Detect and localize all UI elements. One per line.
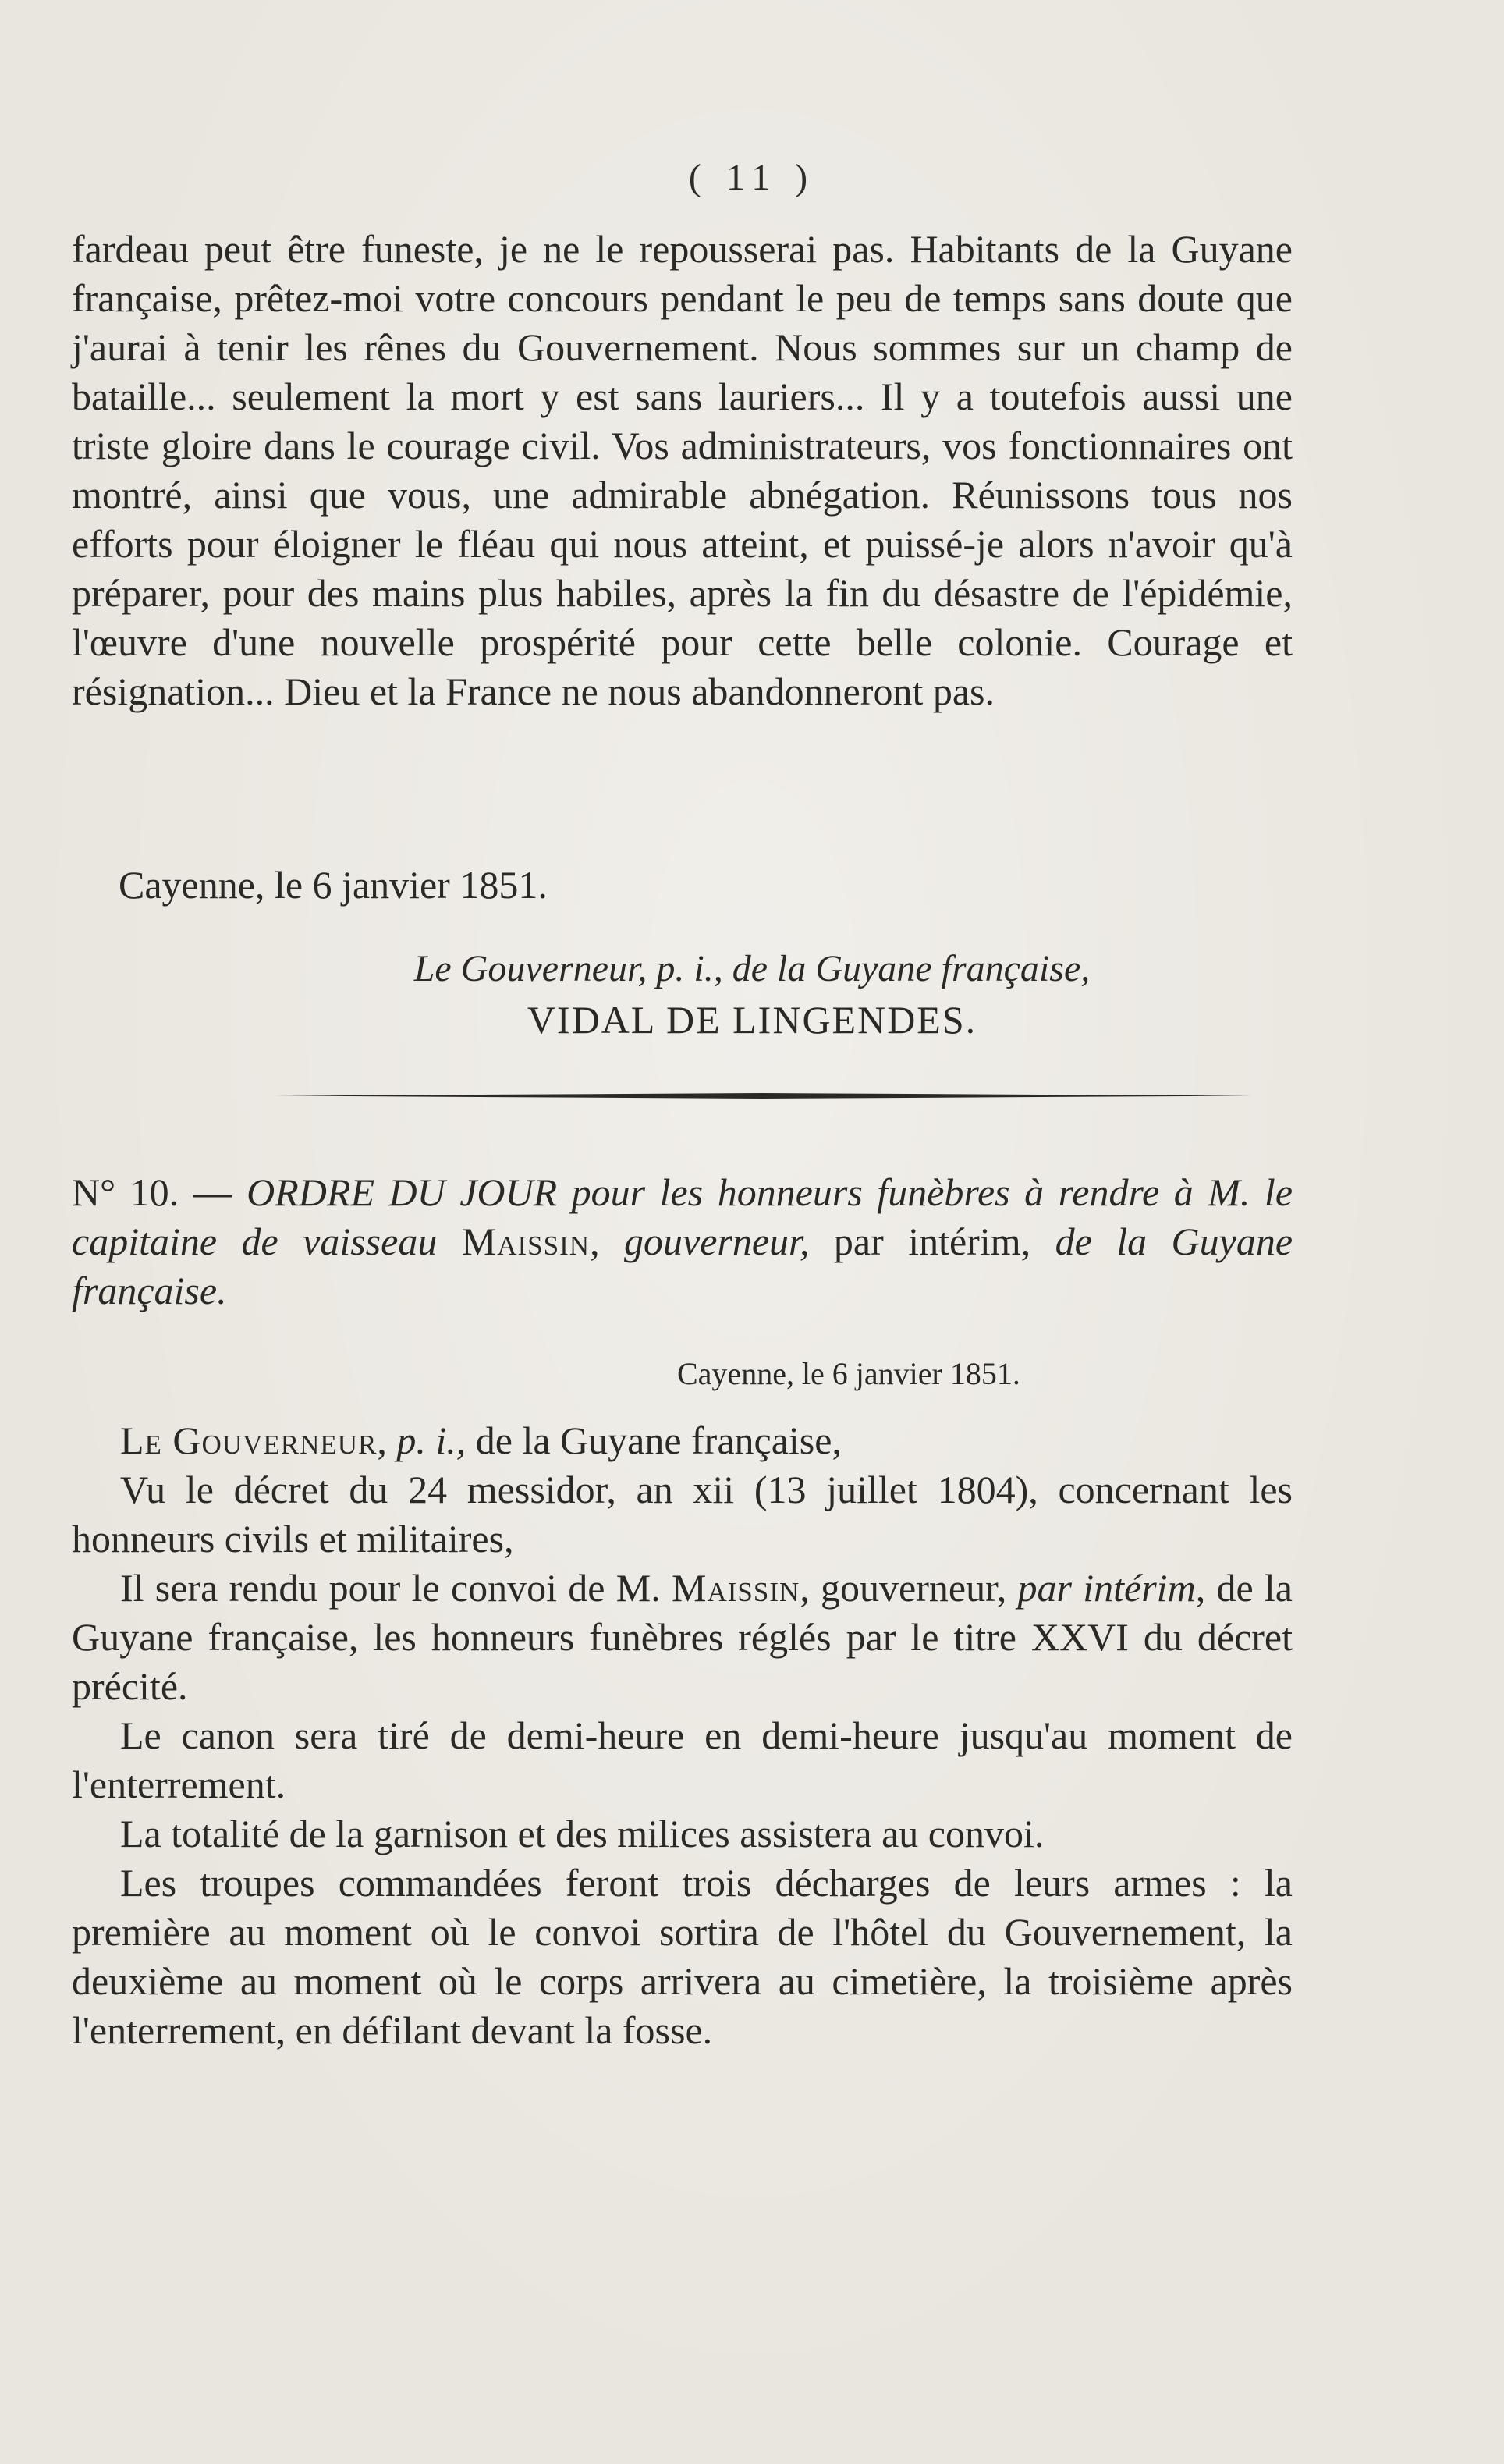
order-title-colony: de la Guyane française. [72, 1220, 1293, 1312]
article1-mid: , gouverneur, [800, 1566, 1007, 1610]
proclamation-dateline: Cayenne, le 6 janvier 1851. [119, 863, 548, 907]
governor-rest: de la Guyane française, [475, 1418, 842, 1462]
order-title-interim: par intérim, [833, 1220, 1031, 1263]
article1-italic: par intérim [1017, 1566, 1196, 1610]
order-title-governor: gouverneur, [624, 1220, 810, 1263]
page-number: ( 11 ) [688, 157, 816, 198]
article1-start: Il sera rendu pour le convoi de M. [120, 1566, 661, 1610]
order-article-2: Le canon sera tiré de demi-heure en demi-heure jusqu'au moment de l'enterrement. [72, 1713, 1293, 1806]
order-article-1 [72, 1564, 1293, 1711]
governor-abbrev: p. i., [396, 1418, 466, 1462]
order-article-3: La totalité de la garnison et des milices assistera au convoi. [120, 1812, 1045, 1855]
order-governor-line: Le Gouverneur, p. i., de la Guyane française, [120, 1418, 842, 1462]
order-dateline: Cayenne, le 6 janvier 1851. [677, 1356, 1020, 1391]
article1-end: , de la Guyane française, les honneurs funèbres réglés par le titre XXVI du décret précité. [72, 1566, 1293, 1708]
order-article-4: Les troupes commandées feront trois décharges de leurs armes : la première au moment où le convoi sortira de l'hôtel du Gouvernement, la deuxième au moment où le corps arrivera au cimetière, la troisième après l'enterrement, en défilant devant la fosse. [72, 1861, 1293, 2052]
governor-label: Le Gouverneur [120, 1418, 378, 1462]
section-divider [273, 1093, 1252, 1099]
order-title: N° 10. — ORDRE DU JOUR pour les honneurs funèbres à rendre à M. le capitaine de vaisseau Maissin, gouverneur, par intérim, de la Guyane française. [72, 1170, 1293, 1312]
proclamation-closing-paragraph [72, 225, 1293, 716]
proclamation-text: fardeau peut être funeste, je ne le repousserai pas. Habitants de la Guyane française, prêtez-moi votre concours pendant le peu de temps sans doute que j'aurai à tenir les rênes du Gouvernement. Nous sommes sur un champ de bataille... seulement la mort y est sans lauriers... Il y a toutefois aussi une triste gloire dans le courage civil. Vos administrateurs, vos fonctionnaires ont montré, ainsi que vous, une admirable abnégation. Réunissons tous nos efforts pour éloigner le fléau qui nous atteint, et puissé-je alors n'avoir qu'à préparer, pour des mains plus habiles, après la fin du désastre de l'épidémie, l'œuvre d'une nouvelle prospérité pour cette belle colonie. Courage et résignation... Dieu et la France ne nous abandonneront pas. [72, 227, 1293, 713]
article1-name: Maissin [672, 1566, 800, 1610]
order-name: Maissin [461, 1220, 591, 1263]
signature-title: Le Gouverneur, p. i., de la Guyane française, [413, 948, 1091, 989]
order-title-italic: ORDRE DU JOUR pour les honneurs funèbres à rendre à M. le capitaine de vaisseau [72, 1170, 1293, 1263]
order-body [72, 1416, 1293, 2055]
signature-name: VIDAL DE LINGENDES. [527, 998, 977, 1042]
order-considerant: Vu le décret du 24 messidor, an xii (13 juillet 1804), concernant les honneurs civils et militaires, [72, 1468, 1293, 1560]
order-number: N° 10. — [72, 1170, 232, 1214]
order-heading [72, 1168, 1293, 1315]
